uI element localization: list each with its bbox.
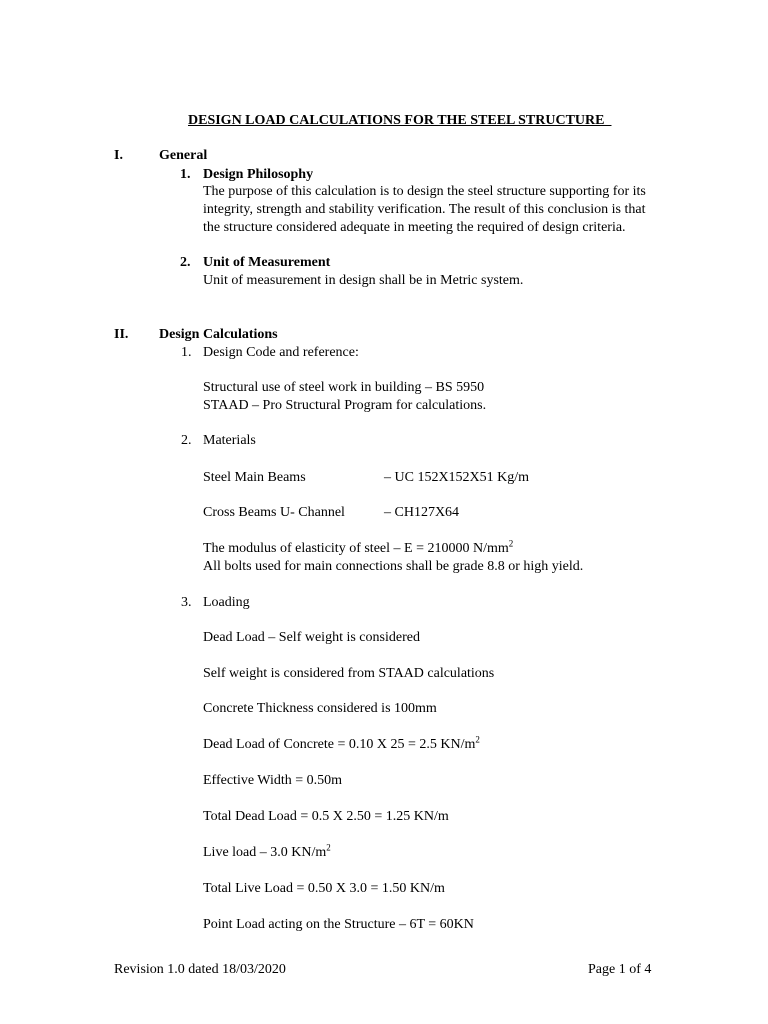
design-code-heading: Design Code and reference:	[203, 345, 359, 360]
live-load-value: Live load – 3.0 KN/m	[203, 845, 327, 860]
design-philosophy-line-2: integrity, strength and stability verification. The result of this conclusion is that	[203, 202, 646, 217]
modulus-superscript: 2	[508, 538, 514, 549]
material-row-value-main-beams: – UC 152X152X51 Kg/m	[384, 470, 530, 485]
point-load-text: Point Load acting on the Structure – 6T = 60KN	[203, 917, 474, 932]
materials-item-number: 2.	[181, 433, 192, 448]
total-live-load-text: Total Live Load = 0.50 X 3.0 = 1.50 KN/m	[203, 881, 445, 896]
document-title: DESIGN LOAD CALCULATIONS FOR THE STEEL STRUCTURE	[188, 113, 612, 128]
section-1-numeral: I.	[114, 148, 123, 163]
loading-heading: Loading	[203, 595, 250, 610]
bolts-grade-text: All bolts used for main connections shall be grade 8.8 or high yield.	[203, 559, 584, 574]
effective-width-text: Effective Width = 0.50m	[203, 773, 343, 788]
materials-heading: Materials	[203, 433, 256, 448]
dead-load-concrete-superscript: 2	[475, 734, 480, 745]
footer-page-number: Page 1 of 4	[588, 962, 652, 977]
live-load-superscript: 2	[326, 842, 331, 853]
section-2-numeral: II.	[114, 327, 129, 342]
total-dead-load-text: Total Dead Load = 0.5 X 2.50 = 1.25 KN/m	[203, 809, 449, 824]
modulus-text: The modulus of elasticity of steel – E = 210000 N/mm	[203, 541, 509, 556]
dead-load-concrete-value: Dead Load of Concrete = 0.10 X 25 = 2.5 KN/m	[203, 737, 476, 752]
design-philosophy-heading: Design Philosophy	[203, 167, 314, 182]
dead-load-concrete-text	[203, 736, 480, 754]
live-load-text	[203, 844, 331, 862]
modulus-of-elasticity-text	[203, 540, 513, 558]
material-row-label-cross-beams: Cross Beams U- Channel	[203, 505, 345, 520]
material-row-value-cross-beams: – CH127X64	[384, 505, 460, 520]
design-philosophy-line-3: the structure considered adequate in meeting the required of design criteria.	[203, 220, 626, 235]
section-1-heading: General	[159, 148, 208, 163]
design-philosophy-line-1: The purpose of this calculation is to design the steel structure supporting for its	[203, 184, 646, 199]
concrete-thickness-text: Concrete Thickness considered is 100mm	[203, 701, 437, 716]
design-code-line-1: Structural use of steel work in building – BS 5950	[203, 380, 485, 395]
unit-of-measurement-heading: Unit of Measurement	[203, 255, 331, 270]
loading-item-number: 3.	[181, 595, 192, 610]
code-item-number: 1.	[181, 345, 192, 360]
material-row-label-main-beams: Steel Main Beams	[203, 470, 306, 485]
self-weight-text: Self weight is considered from STAAD calculations	[203, 666, 495, 681]
dead-load-text: Dead Load – Self weight is considered	[203, 630, 420, 645]
footer-revision: Revision 1.0 dated 18/03/2020	[114, 962, 286, 977]
unit-of-measurement-text: Unit of measurement in design shall be in Metric system.	[203, 273, 524, 288]
item-1-number: 1.	[180, 167, 191, 182]
section-2-heading: Design Calculations	[159, 327, 278, 342]
item-2-number: 2.	[180, 255, 191, 270]
design-code-line-2: STAAD – Pro Structural Program for calculations.	[203, 398, 487, 413]
